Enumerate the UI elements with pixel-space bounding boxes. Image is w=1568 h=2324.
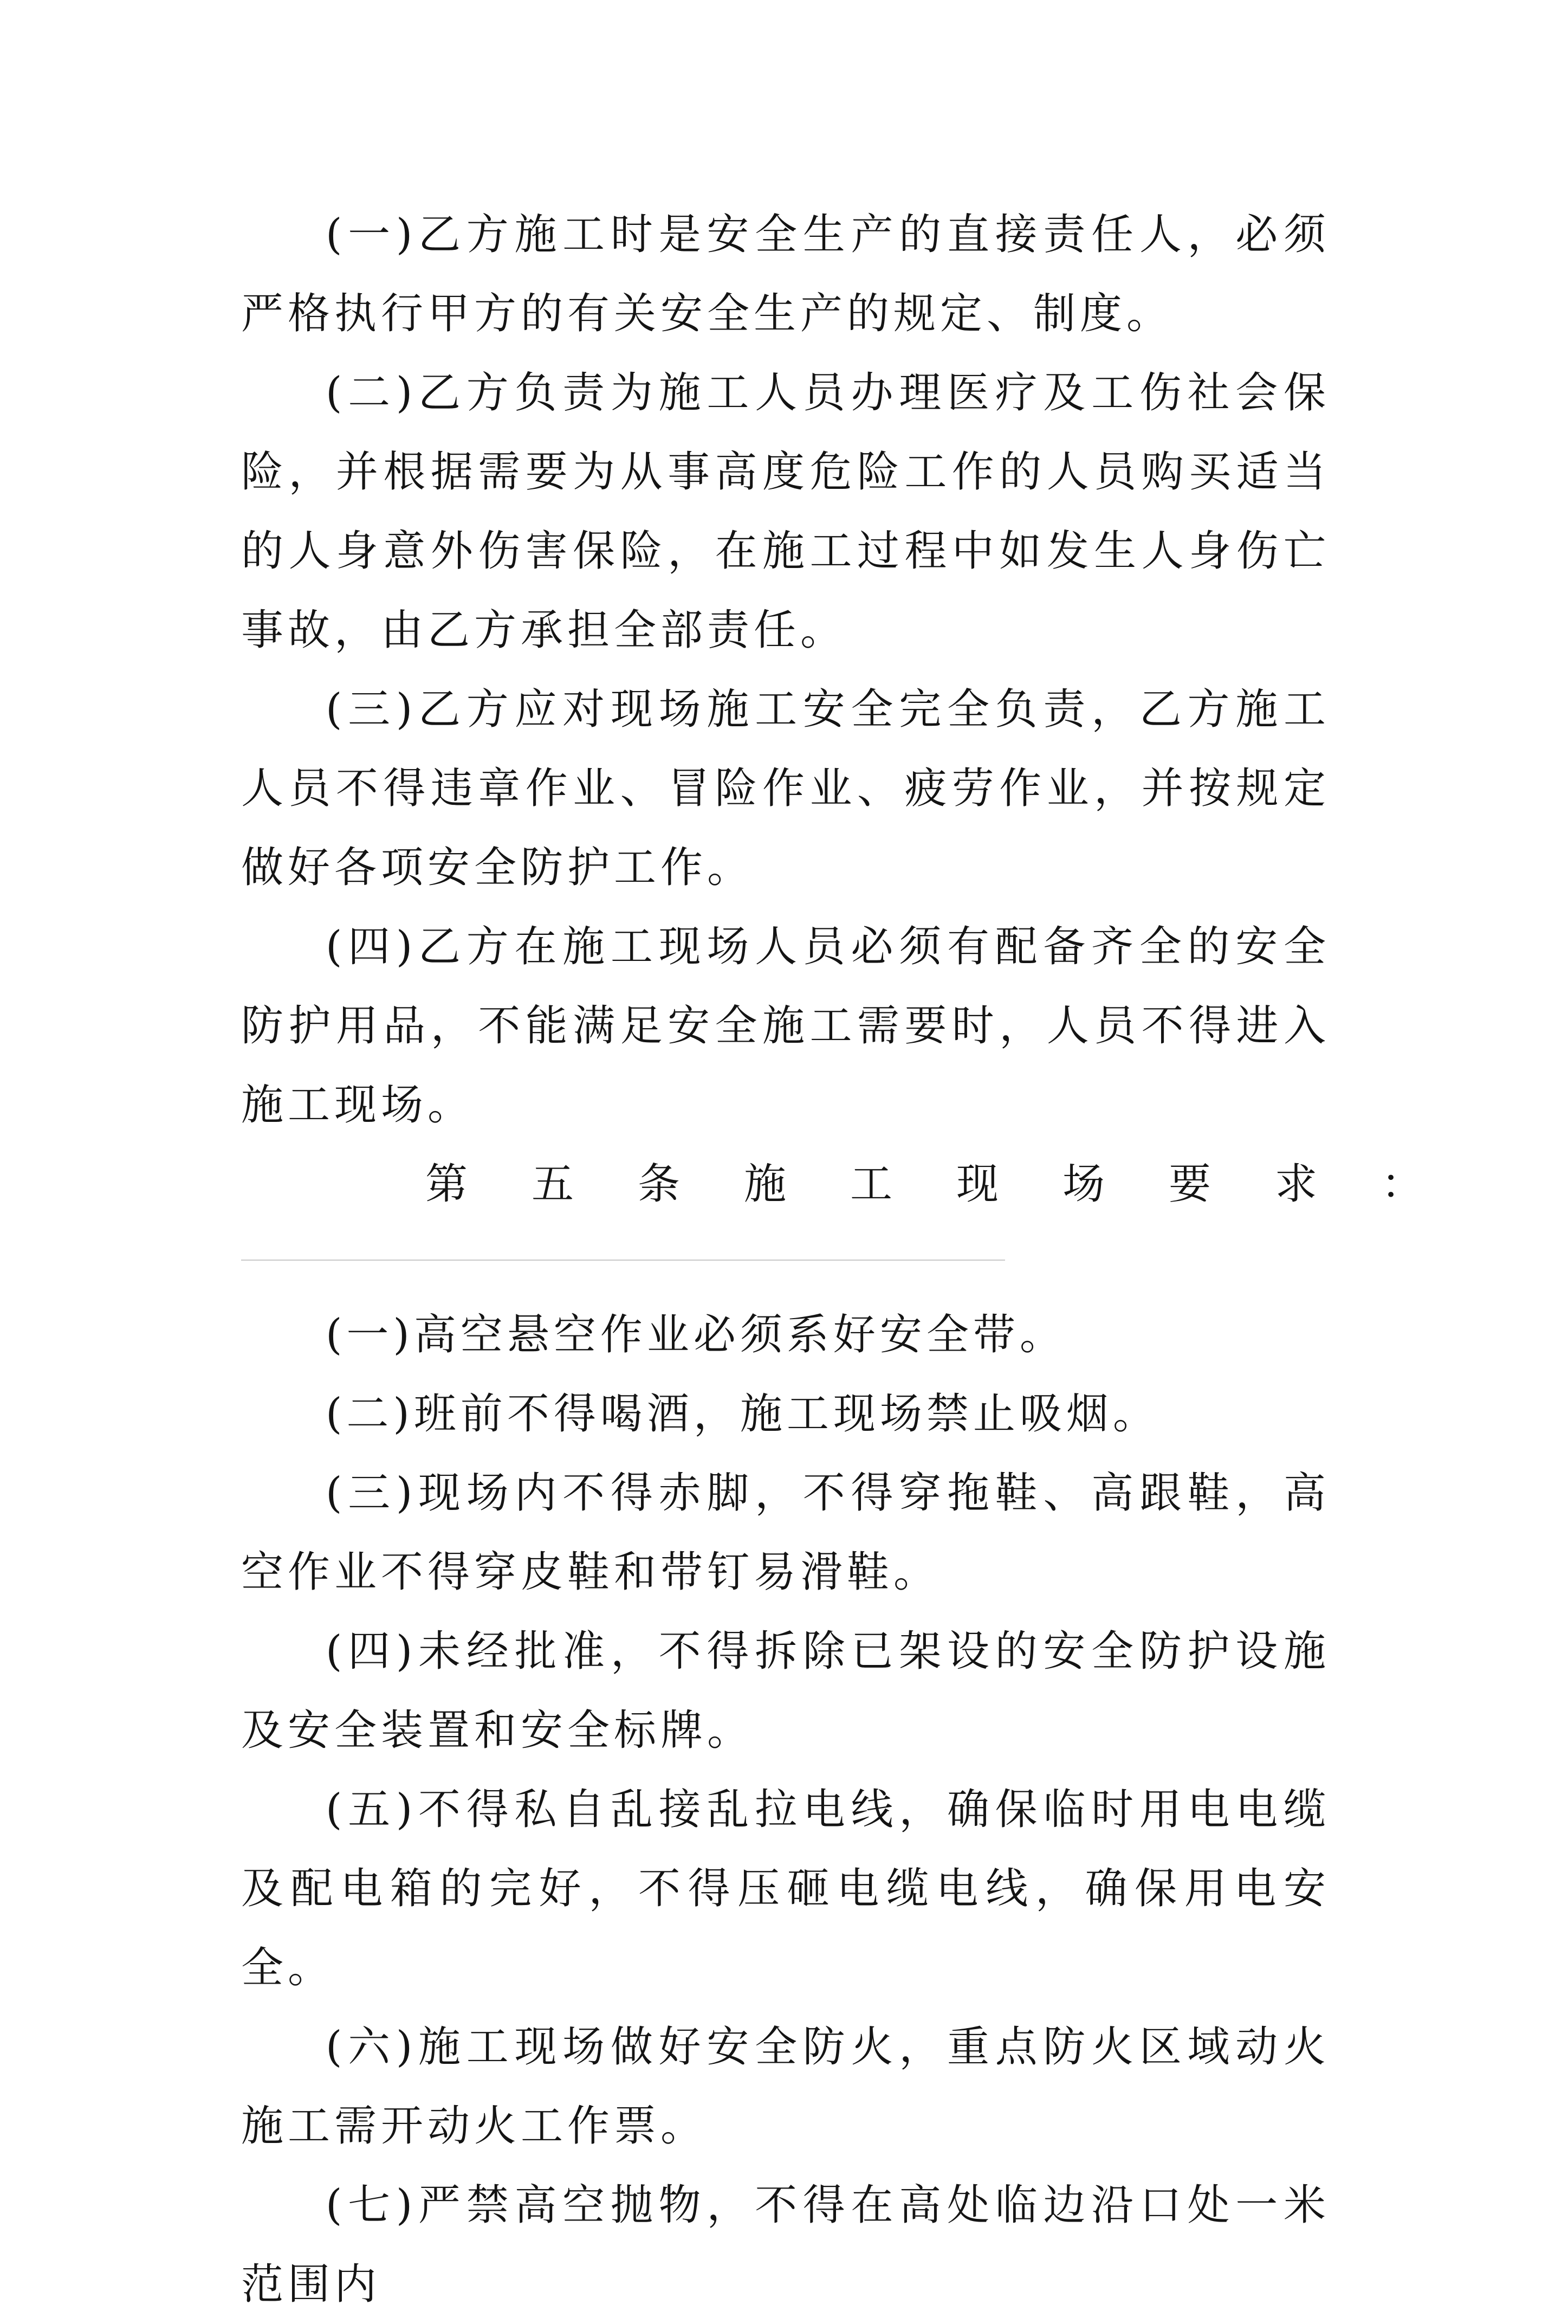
clause-paragraph: (七)严禁高空抛物，不得在高处临边沿口处一米范围内 <box>241 2181 1330 2309</box>
clause-paragraph: (六)施工现场做好安全防火，重点防火区域动火施工需开动火工作票。 <box>241 2023 1330 2151</box>
document-body <box>241 195 1488 2324</box>
clause-paragraph: (一)高空悬空作业必须系好安全带。 <box>326 1311 1066 1359</box>
clause-paragraph: (三)乙方应对现场施工安全完全负责，乙方施工人员不得违章作业、冒险作业、疲劳作业，并按规定做好各项安全防护工作。 <box>241 685 1330 892</box>
clause-paragraph: (三)现场内不得赤脚，不得穿拖鞋、高跟鞋，高空作业不得穿皮鞋和带钉易滑鞋。 <box>241 1469 1330 1597</box>
clause-paragraph: (四)乙方在施工现场人员必须有配备齐全的安全防护用品，不能满足安全施工需要时，人员不得进入施工现场。 <box>241 922 1330 1129</box>
clause-paragraph: (一)乙方施工时是安全生产的直接责任人，必须严格执行甲方的有关安全生产的规定、制度。 <box>241 210 1330 338</box>
horizontal-divider <box>241 1260 1005 1261</box>
clause-paragraph: (二)乙方负责为施工人员办理医疗及工伤社会保险，并根据需要为从事高度危险工作的人员购买适当的人身意外伤害保险，在施工过程中如发生人身伤亡事故，由乙方承担全部责任。 <box>241 369 1330 655</box>
clause-paragraph: (二)班前不得喝酒，施工现场禁止吸烟。 <box>326 1390 1159 1438</box>
section-heading: 第五条施工现场要求： <box>425 1160 1488 1209</box>
clause-paragraph: (五)不得私自乱接乱拉电线，确保临时用电电缆及配电箱的完好，不得压砸电缆电线，确保用电安全。 <box>241 1785 1330 1992</box>
clause-paragraph: (四)未经批准，不得拆除已架设的安全防护设施及安全装置和安全标牌。 <box>241 1627 1330 1755</box>
